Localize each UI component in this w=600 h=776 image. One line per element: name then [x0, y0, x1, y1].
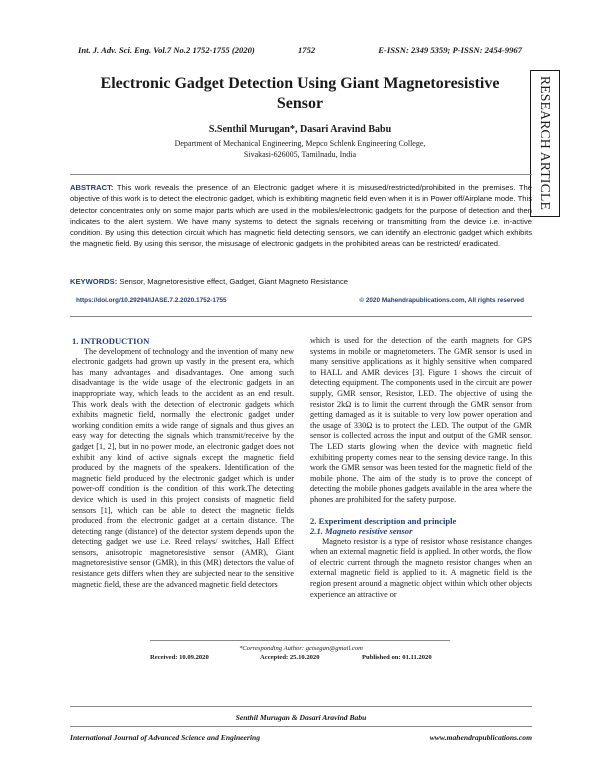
- divider: [70, 706, 532, 707]
- keywords-text: Sensor, Magnetoresistive effect, Gadget, Giant Magneto Resistance: [119, 277, 349, 286]
- abstract: [70, 182, 532, 250]
- author-list: S.Senthil Murugan*, Dasari Aravind Babu: [208, 124, 392, 135]
- published-date: Published on: 01.11.2020: [362, 654, 432, 661]
- doi-link[interactable]: https://doi.org/10.29294/IJASE.7.2.2020.1752-1755: [76, 297, 227, 304]
- footer-journal-row: [70, 733, 532, 745]
- affiliation-line: Department of Mechanical Engineering, Mepco Schlenk Engineering College,: [174, 139, 426, 148]
- section-heading: 1. INTRODUCTION: [72, 336, 150, 346]
- abstract-text: This work reveals the presence of an Electronic gadget where it is misused/restricted/prohibited in the premises. The objective of this work is to detect the electronic gadget, which is exhibiting magnetic field even when it is in Power off/Airplane mode. This detector concentrates only on some major parts which are used in the mobiles/electronic gadgets for the purpose of detection and then indicates to the alert system. We have many systems to detect the signals receiving or transmitting from the device i.e. in-active condition. By using this detection circuit which has magnetic field detecting sensors, we can identify an electronic gadget which exhibits the magnetic field. By using this sensor, the misusage of electronic gadgets in the prohibited areas can be restricted/ eradicated.: [70, 183, 532, 249]
- keywords-label: KEYWORDS:: [70, 277, 118, 286]
- doi-row: [70, 297, 532, 309]
- section-heading: 2. Experiment description and principle: [310, 515, 457, 526]
- footer-journal: International Journal of Advanced Science and Engineering: [70, 733, 261, 742]
- abstract-label: ABSTRACT:: [70, 183, 114, 192]
- affiliation-line: Sivakasi-626005, Tamilnadu, India: [243, 150, 357, 159]
- received-date: Received: 10.09.2020: [150, 654, 209, 661]
- footer-authors: Senthil Murugan & Dasari Aravind Babu: [235, 713, 367, 722]
- research-article-label: RESEARCH ARTICLE: [530, 70, 560, 217]
- subsection-heading: 2.1. Magneto resistive sensor: [310, 526, 413, 537]
- affiliation: [80, 138, 520, 160]
- issn: E-ISSN: 2349 5359; P-ISSN: 2454-9967: [378, 45, 522, 55]
- footnote-divider: [150, 640, 450, 641]
- body-paragraph: which is used for the detection of the earth magnets for GPS systems in mobile or magnetometers. The GMR sensor is used in many sensitive applications as it highly sensitive when compared to HALL and AMR devices [3]. Figure 1 shows the circuit of detecting equipment. The components used in the circuit are power supply, GMR sensor, Resistor, LED. The objective of using the resistor 2kΩ is to limit the current through the GMR sensor from getting damaged as it is suitable to very low power operation and the usage of 330Ω is to protect the LED. The output of the GMR sensor is collected across the input and output of the GMR sensor. The LED starts glowing when the device with magnetic field exhibiting property comes near to the sensing device range. In this work the GMR sensor was been tested for the magnetic field of the mobile phone. The aim of the study is to prove the concept of detecting the mobile phones gadgets available in the area where the phones are prohibited for the safety purpose.: [310, 336, 532, 504]
- left-column: [72, 336, 294, 590]
- accepted-date: Accepted: 25.10.2020: [260, 654, 320, 661]
- corresponding-author: *Corresponding Author: gctsegan@gmail.com: [239, 645, 363, 652]
- page-number: 1752: [298, 45, 316, 55]
- footer-website[interactable]: www.mahendrapublications.com: [429, 733, 532, 742]
- divider: [70, 726, 532, 727]
- body-paragraph: Magneto resistor is a type of resistor whose resistance changes when an external magnetic field is applied. In other words, the flow of electric current through the magneto resistor changes when an external magnetic field is applied to it. A magnetic field is the region present around a magnetic object within which other objects experience an attractive or: [310, 536, 532, 599]
- journal-citation: Int. J. Adv. Sci. Eng. Vol.7 No.2 1752-1755 (2020): [78, 45, 255, 55]
- copyright: © 2020 Mahendrapublications.com, All rights reserved: [359, 297, 524, 304]
- divider: [70, 174, 532, 175]
- paper-title: Electronic Gadget Detection Using Giant Magnetoresistive Sensor: [100, 75, 500, 112]
- keywords: [70, 277, 532, 286]
- intro-paragraph: The development of technology and the invention of many new electronic gadgets had grown up vastly in the present era, which has many advantages and disadvantages. One among such disadvantage is the wide usage of the electronic gadgets in an inappropriate way, which leads to the accident as an end result. This work deals with the detection of electronic gadgets which exhibits magnetic field, normally the electronic gadget under working condition emits a wide range of signals and thus gives an easy way for detecting the signals which transmit/receive by the gadget [1, 2], but in no power mode, an electronic gadget does not exhibit any kind of active signals except the magnetic field produced by the magnets of the speakers. Identification of the magnetic field produced by the electronic gadget which is under power-off condition is the condition of this work.The detecting device which is used in this project consists of magnetic field sensors [1], which can be able to detect the magnetic fields produced from the electronic gadget at a certain distance. The detecting range (distance) of the detector system depends upon the detecting gadget we use i.e. Reed relays/ switches, Hall Effect sensors, anisotropic magnetoresistive sensor (AMR), Giant magnetoresistive sensor (GMR), in this (MR) detectors the value of resistance gets differs when they are subjected near to the sensitive magnetic field, these are the advanced magnetic field detectors: [72, 346, 294, 589]
- running-header: [78, 45, 522, 59]
- dates-row: [150, 654, 500, 664]
- right-column: [310, 336, 532, 600]
- divider: [70, 316, 532, 317]
